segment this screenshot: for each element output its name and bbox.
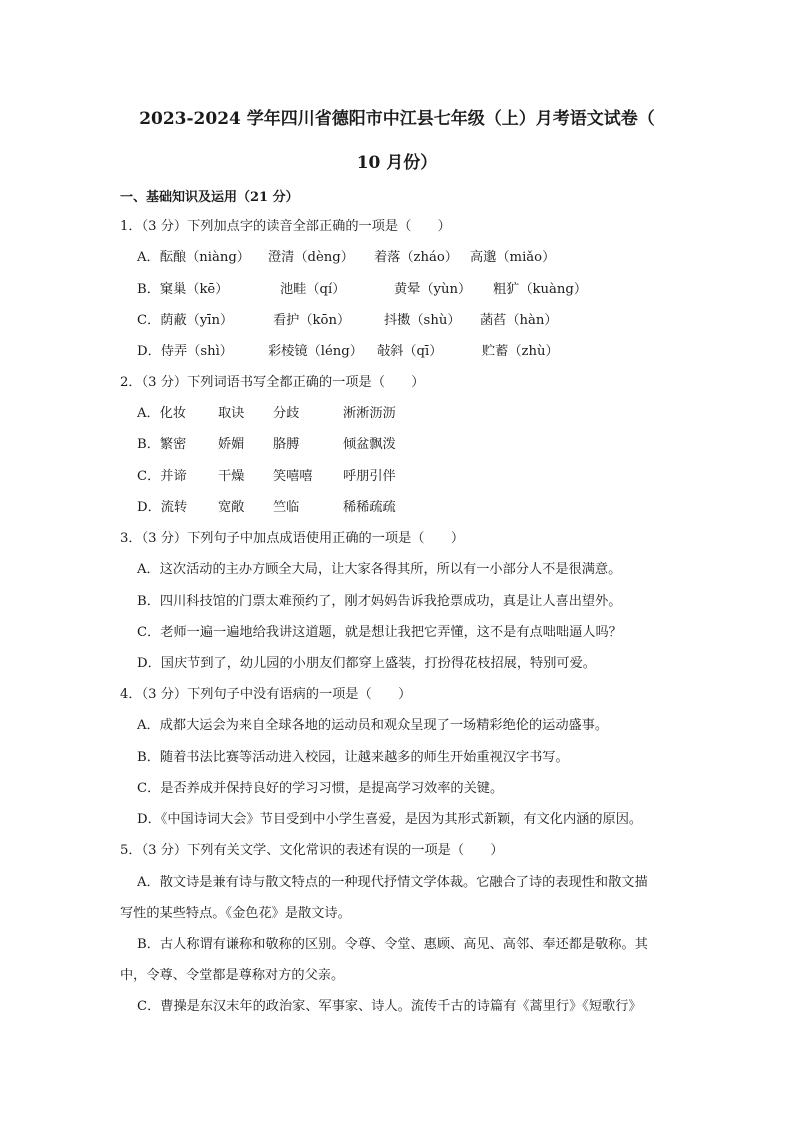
- option-cell: 宽敞: [218, 500, 245, 515]
- option-cell: 倾盆飘泼: [343, 437, 396, 452]
- question-5-stem: 5．（3 分）下列有关文学、文化常识的表述有误的一项是（ ）: [120, 843, 504, 858]
- option-cell: A．酝酿（niàng）: [137, 250, 250, 265]
- question-1-stem: 1．（3 分）下列加点字的读音全部正确的一项是（ ）: [120, 219, 451, 234]
- option-cell: 胳膊: [273, 437, 300, 452]
- option-cell: D．流转: [137, 500, 188, 515]
- exam-title-line-1: 2023-2024 学年四川省德阳市中江县七年级（上）月考语文试卷（: [139, 109, 655, 129]
- exam-title-line-2: 10 月份）: [356, 153, 438, 173]
- option-cell: 着落（zháo）: [374, 250, 458, 265]
- option-cell: 彩棱镜（léng）: [268, 344, 363, 359]
- option-cell: 分歧: [273, 406, 300, 421]
- question-3-option-b: B．四川科技馆的门票太难预约了，刚才妈妈告诉我抢票成功，真是让人喜出望外。: [137, 594, 622, 609]
- question-2-stem: 2．（3 分）下列词语书写全都正确的一项是（ ）: [120, 375, 425, 390]
- question-3-stem: 3．（3 分）下列句子中加点成语使用正确的一项是（ ）: [120, 531, 465, 546]
- question-5-option-a-line-1: A．散文诗是兼有诗与散文特点的一种现代抒情文学体裁。它融合了诗的表现性和散文描: [137, 875, 648, 890]
- option-cell: 竺临: [273, 500, 300, 515]
- option-cell: 澄清（dèng）: [268, 250, 354, 265]
- question-4-option-a: A．成都大运会为来自全球各地的运动员和观众呈现了一场精彩绝伦的运动盛事。: [137, 718, 609, 733]
- option-cell: 笑嘻嘻: [273, 469, 313, 484]
- question-4-option-d: D．《中国诗词大会》节目受到中小学生喜爱，是因为其形式新颖，有文化内涵的原因。: [137, 812, 643, 827]
- option-cell: 高邈（miǎo）: [470, 250, 556, 265]
- option-cell: 敧斜（qī）: [377, 344, 443, 359]
- question-5-option-c-line-1: C．曹操是东汉末年的政治家、军事家、诗人。流传千古的诗篇有《蒿里行》《短歌行》: [137, 999, 642, 1014]
- option-cell: C．并谛: [137, 469, 187, 484]
- section-heading: 一、基础知识及运用（21 分）: [120, 190, 299, 205]
- option-cell: 抖擞（shù）: [384, 313, 461, 328]
- question-5-option-a-line-2: 写性的某些特点。《金色花》是散文诗。: [120, 906, 351, 921]
- option-cell: B．繁密: [137, 437, 187, 452]
- question-3-option-a: A．这次活动的主办方顾全大局，让大家各得其所，所以有一小部分人不是很满意。: [137, 562, 622, 577]
- question-4-option-c: C．是否养成并保持良好的学习习惯，是提高学习效率的关键。: [137, 781, 504, 796]
- option-cell: 呼朋引伴: [343, 469, 396, 484]
- option-cell: 淅淅沥沥: [343, 406, 396, 421]
- question-4-option-b: B．随着书法比赛等活动进入校园，让越来越多的师生开始重视汉字书写。: [137, 750, 569, 765]
- question-3-option-d: D．国庆节到了，幼儿园的小朋友们都穿上盛装，打扮得花枝招展，特别可爱。: [137, 656, 596, 671]
- option-cell: 取诀: [218, 406, 245, 421]
- option-cell: 粗犷（kuàng）: [493, 282, 588, 297]
- option-cell: A．化妆: [137, 406, 187, 421]
- question-5-option-b-line-2: 中，令尊、令堂都是尊称对方的父亲。: [120, 968, 345, 983]
- option-cell: C．荫蔽（yīn）: [137, 313, 234, 328]
- option-cell: D．侍弄（shì）: [137, 344, 233, 359]
- option-cell: 黄晕（yùn）: [394, 282, 472, 297]
- option-cell: 娇媚: [218, 437, 245, 452]
- question-3-option-c: C．老师一遍一遍地给我讲这道题，就是想让我把它弄懂，这不是有点咄咄逼人吗？: [137, 625, 622, 640]
- option-cell: 池畦（qí）: [280, 282, 346, 297]
- option-cell: 稀稀疏疏: [343, 500, 396, 515]
- option-cell: 菡萏（hàn）: [480, 313, 558, 328]
- question-5-option-b-line-1: B．古人称谓有谦称和敬称的区别。令尊、令堂、惠顾、高见、高邻、奉还都是敬称。其: [137, 937, 648, 952]
- option-cell: 看护（kōn）: [273, 313, 351, 328]
- option-cell: B．窠巢（kē）: [137, 282, 229, 297]
- option-cell: 干燥: [218, 469, 245, 484]
- option-cell: 贮蓄（zhù）: [482, 344, 559, 359]
- question-4-stem: 4．（3 分）下列句子中没有语病的一项是（ ）: [120, 687, 412, 702]
